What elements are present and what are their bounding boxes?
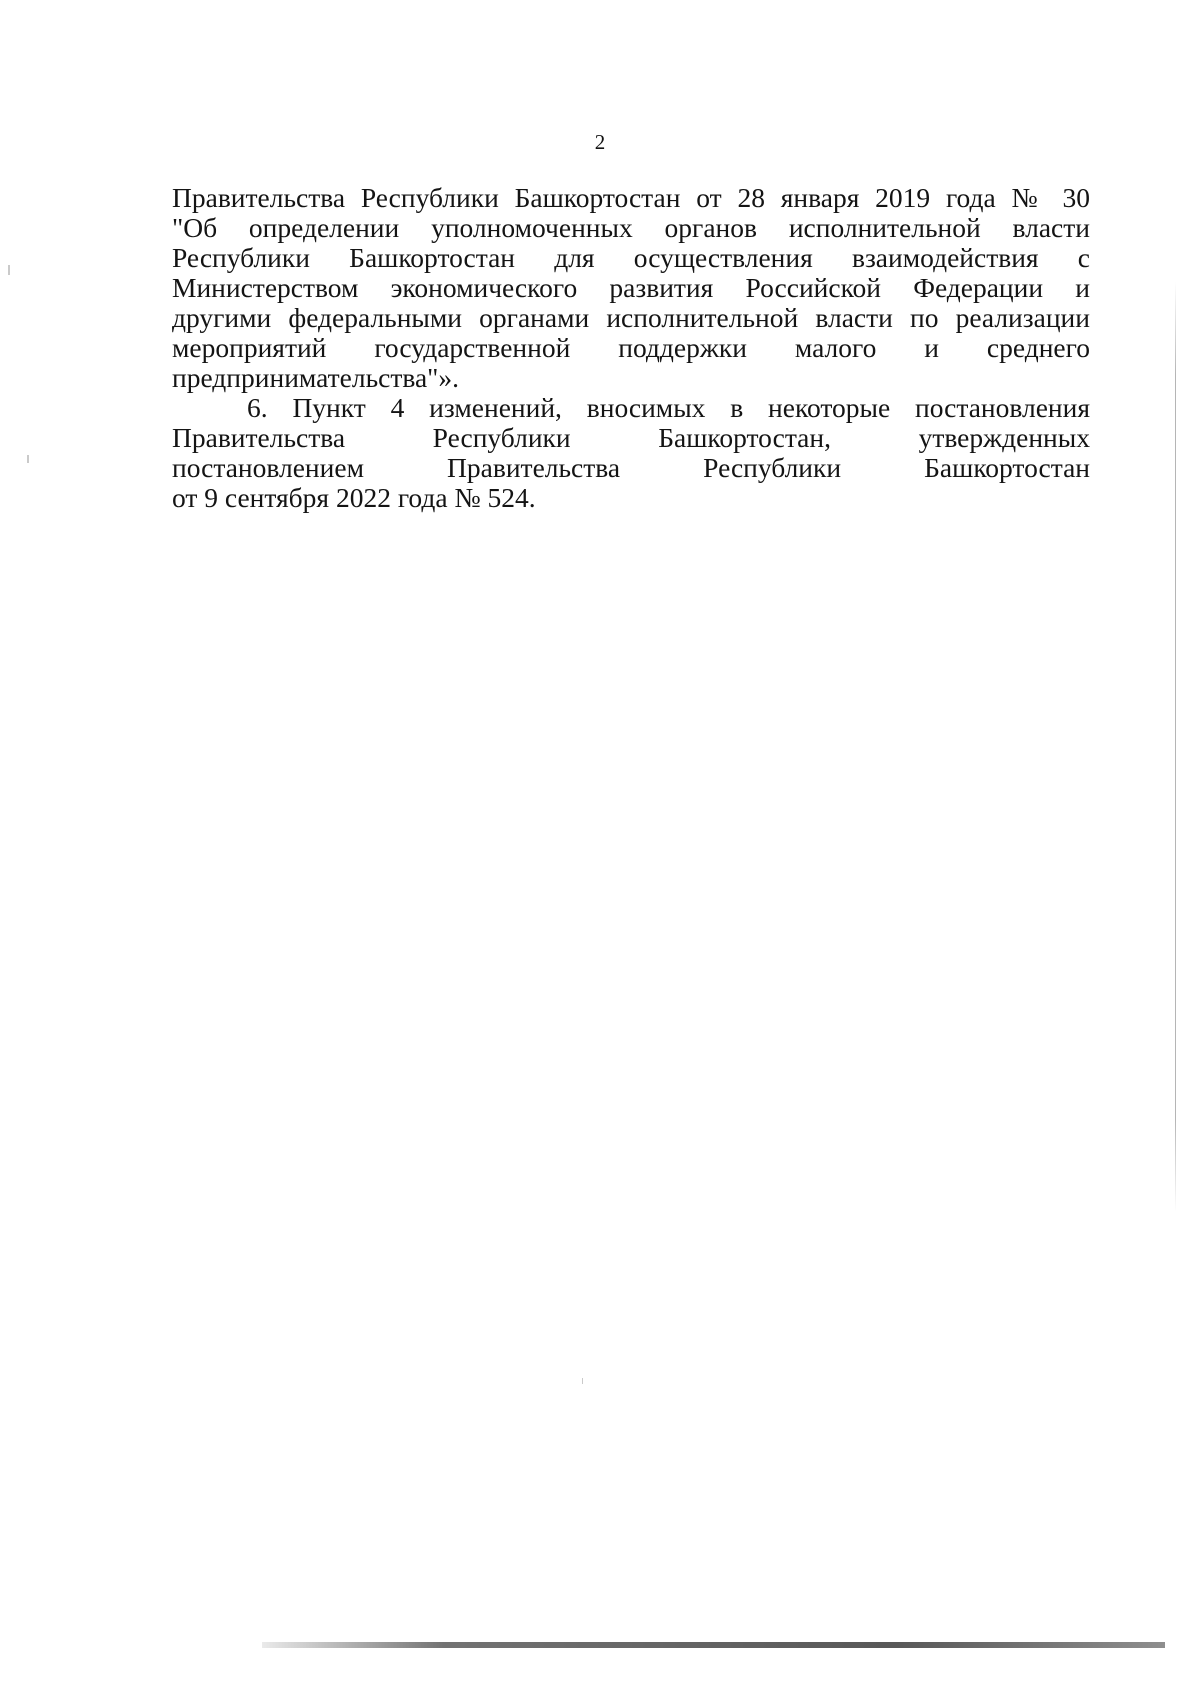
paragraph-item-6: постановлением Правительства Республики Башкортостан	[172, 452, 1090, 483]
paragraph-item-6: 6. Пункт 4 изменений, вносимых в некоторые постановления	[247, 392, 1090, 423]
paragraph-item-6: Правительства Республики Башкортостан, утвержденных	[172, 422, 1090, 453]
paragraph-continuation: предпринимательства"».	[172, 362, 460, 393]
paragraph-continuation: Республики Башкортостан для осуществления взаимодействия с	[172, 242, 1090, 273]
scan-edge-bottom	[262, 1642, 1165, 1648]
paragraph-continuation: мероприятий государственной поддержки малого и среднего	[172, 332, 1090, 363]
page-number: 2	[594, 130, 606, 154]
paragraph-continuation: Министерством экономического развития Российской Федерации и	[172, 272, 1090, 303]
paragraph-continuation: "Об определении уполномоченных органов исполнительной власти	[172, 212, 1090, 243]
document-body	[172, 183, 1090, 513]
scan-speck	[582, 1378, 583, 1384]
paragraph-item-6: от 9 сентября 2022 года № 524.	[172, 482, 536, 513]
scan-edge-right	[1175, 282, 1176, 1212]
scan-speck	[27, 455, 29, 463]
paragraph-continuation: другими федеральными органами исполнительной власти по реализации	[172, 302, 1090, 333]
scan-speck	[8, 265, 10, 275]
paragraph-continuation: Правительства Республики Башкортостан от 28 января 2019 года № 30	[172, 182, 1090, 213]
